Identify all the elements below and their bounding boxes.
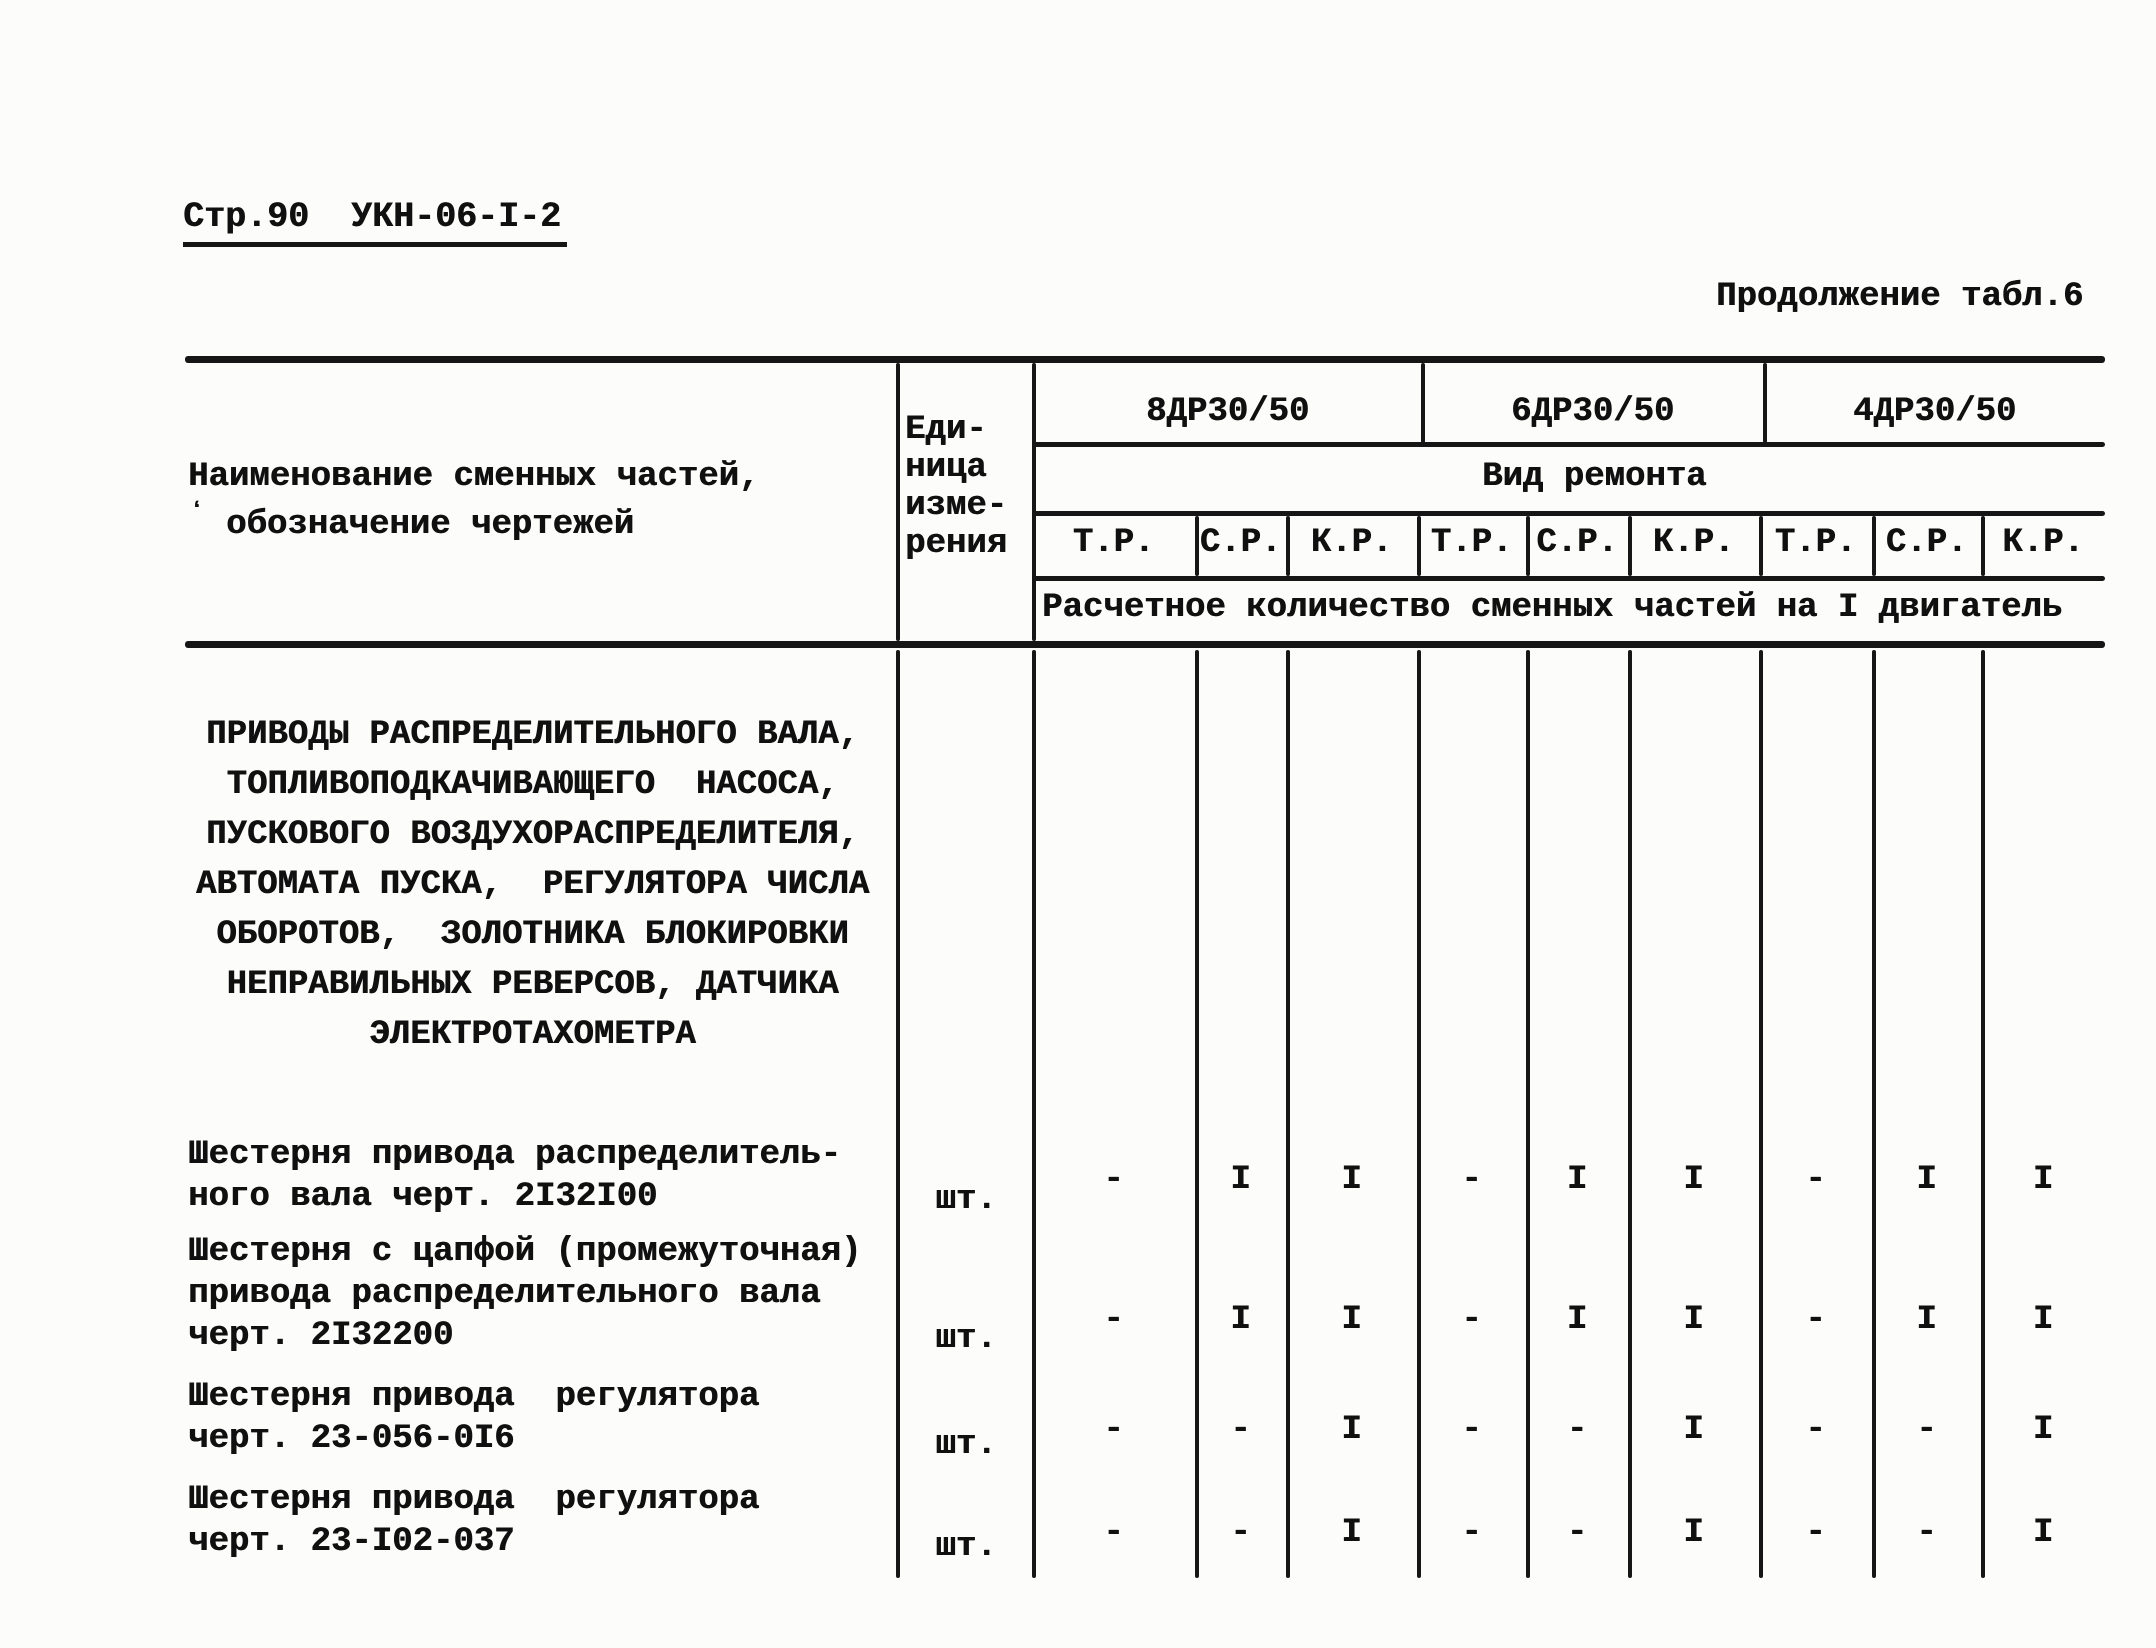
- repair-type-header-4: Т.Р.: [1430, 524, 1513, 562]
- section-heading: [165, 710, 900, 1060]
- repair-kind-header: Вид ремонта: [1482, 458, 1707, 496]
- row2-value-6: I: [1683, 1301, 1704, 1339]
- row3-value-7: -: [1805, 1411, 1826, 1449]
- row3-unit: шт.: [935, 1426, 997, 1464]
- row2-unit: шт.: [935, 1320, 997, 1358]
- row1-value-4: -: [1461, 1161, 1482, 1199]
- section-heading-line1: ПРИВОДЫ РАСПРЕДЕЛИТЕЛЬНОГО ВАЛА,: [206, 716, 859, 754]
- header-bottom-rule: [185, 641, 2105, 648]
- scan-stray-mark: ʻ: [190, 498, 204, 523]
- row1-value-1: -: [1103, 1161, 1124, 1199]
- row2-value-1: -: [1103, 1301, 1124, 1339]
- row1-value-5: I: [1566, 1161, 1588, 1199]
- engine-row-rule: [1032, 442, 2105, 447]
- row2-value-4: -: [1461, 1301, 1482, 1339]
- repair-type-header-7: Т.Р.: [1774, 524, 1857, 562]
- repair-kind-rule: [1032, 511, 2105, 516]
- engine-divider-1: [1421, 363, 1425, 443]
- row3-value-1: -: [1103, 1411, 1124, 1449]
- row4-value-1: -: [1103, 1514, 1124, 1552]
- repair-type-rule: [1032, 576, 2105, 581]
- repair-type-header-2: С.Р.: [1199, 524, 1282, 562]
- row1-value-3: I: [1341, 1161, 1362, 1199]
- repair-type-header-8: С.Р.: [1885, 524, 1968, 562]
- row3-name-line2: черт. 23-056-0I6: [188, 1420, 515, 1458]
- row3-value-3: I: [1341, 1411, 1362, 1449]
- unit-column-header-line2: ница: [905, 449, 987, 487]
- section-heading-line6: НЕПРАВИЛЬНЫХ РЕВЕРСОВ, ДАТЧИКА: [226, 966, 839, 1004]
- row3-value-8: -: [1916, 1411, 1937, 1449]
- header-name-unit-divider: [896, 363, 900, 641]
- row2-value-5: I: [1566, 1301, 1588, 1339]
- row2-value-3: I: [1341, 1301, 1362, 1339]
- row3-value-2: -: [1230, 1411, 1251, 1449]
- repair-type-header-1: Т.Р.: [1072, 524, 1155, 562]
- row3-value-5: -: [1566, 1411, 1588, 1449]
- row4-value-7: -: [1805, 1514, 1826, 1552]
- row1-value-2: I: [1230, 1161, 1251, 1199]
- section-heading-line4: АВТОМАТА ПУСКА, РЕГУЛЯТОРА ЧИСЛА: [195, 866, 870, 904]
- unit-column-header-line3: изме-: [905, 487, 1008, 525]
- table-continuation-note: Продолжение табл.6: [1716, 278, 2084, 316]
- section-heading-line2: ТОПЛИВОПОДКАЧИВАЮЩЕГО НАСОСА,: [226, 766, 839, 804]
- row1-name-line2: ного вала черт. 2I32I00: [188, 1178, 658, 1216]
- row4-name-line1: Шестерня привода регулятора: [188, 1481, 760, 1519]
- row4-value-4: -: [1461, 1514, 1482, 1552]
- row3-value-6: I: [1683, 1411, 1704, 1449]
- row1-name-line1: Шестерня привода распределитель-: [188, 1136, 841, 1174]
- row1-unit: шт.: [935, 1181, 997, 1219]
- row3-value-9: I: [2032, 1411, 2054, 1449]
- page-reference: Стр.90 УКН-06-I-2: [183, 200, 567, 247]
- name-column-header-line2: обозначение чертежей: [226, 506, 635, 544]
- quantity-note: Расчетное количество сменных частей на I двигатель: [1042, 589, 2063, 627]
- name-column-header-line1: Наименование сменных частей,: [188, 458, 760, 496]
- engine-header-8dr30-50: 8ДР30/50: [1146, 393, 1310, 431]
- section-heading-line7: ЭЛЕКТРОТАХОМЕТРА: [369, 1016, 696, 1054]
- row3-name-line1: Шестерня привода регулятора: [188, 1378, 760, 1416]
- row1-value-7: -: [1805, 1161, 1826, 1199]
- engine-header-6dr30-50: 6ДР30/50: [1511, 393, 1675, 431]
- row2-value-7: -: [1805, 1301, 1826, 1339]
- row2-name-line3: черт. 2I32200: [188, 1317, 454, 1355]
- repair-type-header-9: К.Р.: [2002, 524, 2084, 562]
- row4-value-8: -: [1916, 1514, 1937, 1552]
- engine-divider-2: [1763, 363, 1767, 443]
- row4-unit: шт.: [935, 1528, 997, 1566]
- row3-value-4: -: [1461, 1411, 1482, 1449]
- unit-column-header-line1: Еди-: [905, 411, 987, 449]
- row4-value-6: I: [1683, 1514, 1704, 1552]
- row2-value-8: I: [1916, 1301, 1937, 1339]
- unit-column-header-line4: рения: [905, 525, 1008, 563]
- row2-name-line2: привода распределительного вала: [188, 1275, 821, 1313]
- row4-value-2: -: [1230, 1514, 1251, 1552]
- table-top-rule: [185, 356, 2105, 363]
- row2-value-9: I: [2032, 1301, 2054, 1339]
- repair-type-header-5: С.Р.: [1536, 524, 1618, 562]
- section-heading-line3: ПУСКОВОГО ВОЗДУХОРАСПРЕДЕЛИТЕЛЯ,: [206, 816, 859, 854]
- header-unit-data-divider: [1032, 363, 1036, 641]
- row2-name-line1: Шестерня с цапфой (промежуточная): [188, 1233, 862, 1271]
- row1-value-8: I: [1916, 1161, 1937, 1199]
- row4-name-line2: черт. 23-I02-037: [188, 1523, 515, 1561]
- section-heading-line5: ОБОРОТОВ, ЗОЛОТНИКА БЛОКИРОВКИ: [216, 916, 849, 954]
- repair-type-header-6: К.Р.: [1652, 524, 1735, 562]
- engine-header-4dr30-50: 4ДР30/50: [1853, 393, 2017, 431]
- row2-value-2: I: [1230, 1301, 1251, 1339]
- row1-value-6: I: [1683, 1161, 1704, 1199]
- row4-value-9: I: [2032, 1514, 2054, 1552]
- repair-type-header-3: К.Р.: [1310, 524, 1393, 562]
- row4-value-3: I: [1341, 1514, 1362, 1552]
- row4-value-5: -: [1566, 1514, 1588, 1552]
- row1-value-9: I: [2032, 1161, 2054, 1199]
